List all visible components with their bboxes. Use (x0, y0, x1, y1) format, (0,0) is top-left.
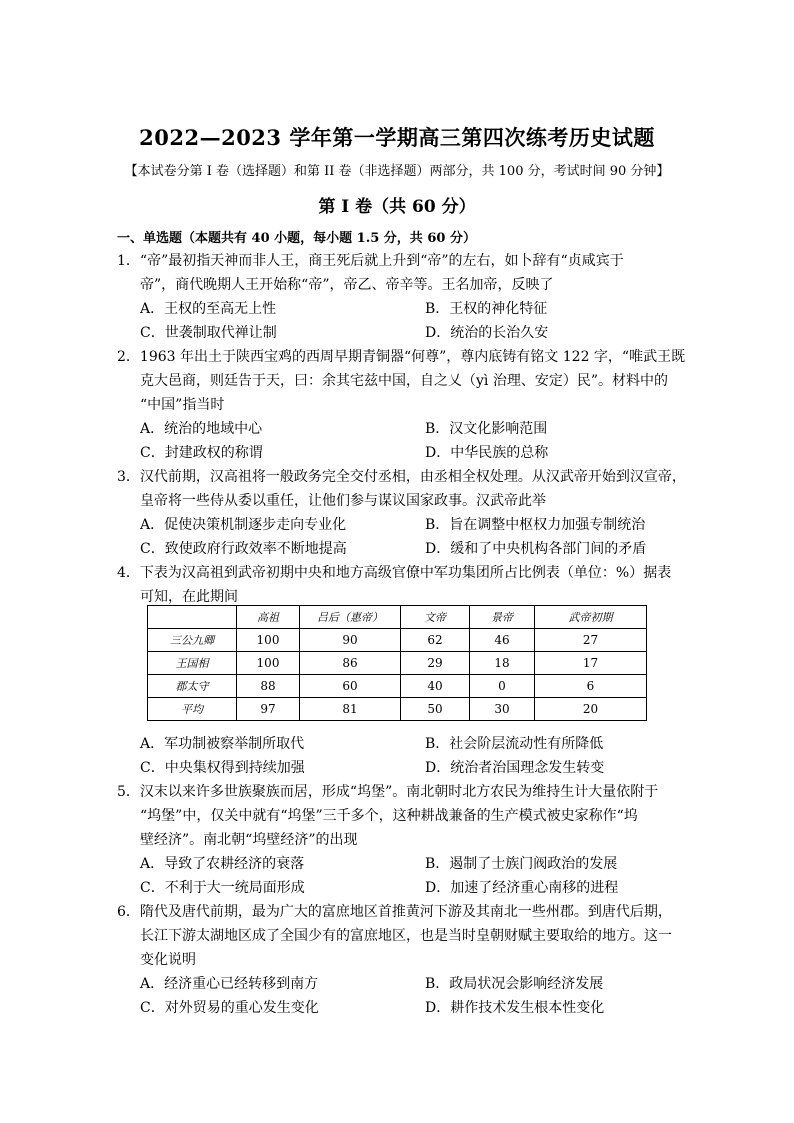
question-2-line-3: “中国”指当时 (140, 397, 225, 413)
question-2-option-b: B．汉文化影响范围 (425, 421, 548, 437)
question-4-option-a: A．军功制被察举制所取代 (140, 736, 305, 752)
question-5-option-d: D．加速了经济重心南移的进程 (425, 880, 619, 896)
question-1-option-d: D．统治的长治久安 (425, 325, 549, 341)
question-4-option-c: C．中央集权得到持续加强 (140, 760, 305, 776)
table-cell: 100 (237, 629, 300, 652)
volume-heading: 第 I 卷（共 60 分） (318, 197, 476, 217)
question-2-line-1: 2．1963 年出土于陕西宝鸡的西周早期青铜器“何尊”，尊内底铸有铭文 122 字，“唯武王既 (117, 349, 686, 365)
question-2-option-a: A．统治的地域中心 (140, 421, 263, 437)
table-cell: 三公九卿 (148, 629, 237, 652)
table-cell: 王国相 (148, 652, 237, 675)
question-5-line-3: 壁经济”。南北朝“坞壁经济”的出现 (140, 832, 358, 848)
military-merit-table (147, 605, 647, 721)
question-6-option-a: A．经济重心已经转移到南方 (140, 976, 319, 992)
question-1-line-2: 帝”，商代晚期人王开始称“帝”，帝乙、帝辛等。王名加帝，反映了 (140, 277, 554, 293)
question-5-option-b: B．遏制了士族门阀政治的发展 (425, 856, 618, 872)
table-cell: 62 (401, 629, 470, 652)
table-cell: 17 (535, 652, 647, 675)
table-header (148, 606, 237, 629)
table-header-row (148, 606, 647, 629)
question-1-option-a: A．王权的至高无上性 (140, 301, 277, 317)
question-6-option-b: B．政局状况会影响经济发展 (425, 976, 604, 992)
question-6-option-d: D．耕作技术发生根本性变化 (425, 1000, 605, 1016)
question-2-option-d: D．中华民族的总称 (425, 445, 549, 461)
table-cell: 29 (401, 652, 470, 675)
table-cell: 60 (300, 675, 401, 698)
question-3-option-a: A．促使决策机制逐步走向专业化 (140, 517, 347, 533)
question-3-option-d: D．缓和了中央机构各部门间的矛盾 (425, 541, 647, 557)
question-3-option-b: B．旨在调整中枢权力加强专制统治 (425, 517, 646, 533)
table-cell: 97 (237, 698, 300, 721)
table-header: 吕后（惠帝） (300, 606, 401, 629)
question-5-line-2: “坞堡”中，仅关中就有“坞堡”三千多个，这种耕战兼备的生产模式被史家称作“坞 (140, 808, 638, 824)
question-2-option-c: C．封建政权的称谓 (140, 445, 263, 461)
question-1-option-b: B．王权的神化特征 (425, 301, 548, 317)
table-cell: 88 (237, 675, 300, 698)
question-6-option-c: C．对外贸易的重心发生变化 (140, 1000, 319, 1016)
table-row (148, 652, 647, 675)
table-cell: 30 (470, 698, 535, 721)
table-header: 高祖 (237, 606, 300, 629)
question-3-option-c: C．致使政府行政效率不断地提高 (140, 541, 347, 557)
table-cell: 81 (300, 698, 401, 721)
table-cell: 6 (535, 675, 647, 698)
question-1-option-c: C．世袭制取代禅让制 (140, 325, 277, 341)
table-header: 武帝初期 (535, 606, 647, 629)
table-cell: 0 (470, 675, 535, 698)
table-cell: 100 (237, 652, 300, 675)
question-1-line-1: 1．“帝”最初指天神而非人王，商王死后就上升到“帝”的左右，如卜辞有“贞咸宾于 (117, 253, 624, 269)
question-2-line-2: 克大邑商，则廷告于天，曰：余其宅兹中国，自之乂（yì 治理、安定）民”。材料中的 (140, 373, 668, 389)
question-6-line-2: 长江下游太湖地区成了全国少有的富庶地区，也是当时皇朝财赋主要取给的地方。这一 (140, 928, 672, 944)
table-cell: 86 (300, 652, 401, 675)
question-4-option-b: B．社会阶层流动性有所降低 (425, 736, 604, 752)
question-6-line-1: 6．隋代及唐代前期，最为广大的富庶地区首推黄河下游及其南北一些州郡。到唐代后期， (117, 904, 672, 920)
exam-title: 2022—2023 学年第一学期高三第四次练考历史试题 (139, 125, 655, 150)
question-5-option-c: C．不利于大一统局面形成 (140, 880, 305, 896)
table-row (148, 629, 647, 652)
table-cell: 90 (300, 629, 401, 652)
question-4-line-2: 可知，在此期间 (140, 589, 238, 605)
table-row (148, 698, 647, 721)
exam-instructions: 【本试卷分第 I 卷（选择题）和第 II 卷（非选择题）两部分，共 100 分，考试时间 90 分钟】 (124, 164, 670, 179)
question-3-line-1: 3．汉代前期，汉高祖将一般政务完全交付丞相，由丞相全权处理。从汉武帝开始到汉宣帝， (117, 469, 686, 485)
section-heading: 一、单选题（本题共有 40 小题，每小题 1.5 分，共 60 分） (117, 231, 476, 246)
table-cell: 平均 (148, 698, 237, 721)
table-row (148, 675, 647, 698)
table-cell: 18 (470, 652, 535, 675)
table-cell: 46 (470, 629, 535, 652)
question-5-option-a: A．导致了农耕经济的衰落 (140, 856, 305, 872)
table-cell: 27 (535, 629, 647, 652)
question-5-line-1: 5．汉末以来许多世族聚族而居，形成“坞堡”。南北朝时北方农民为维持生计大量依附于 (117, 784, 659, 800)
table-cell: 郡太守 (148, 675, 237, 698)
table-header: 文帝 (401, 606, 470, 629)
question-3-line-2: 皇帝将一些侍从委以重任，让他们参与谋议国家政事。汉武帝此举 (140, 493, 546, 509)
question-6-line-3: 变化说明 (140, 952, 196, 968)
table-cell: 40 (401, 675, 470, 698)
table-cell: 20 (535, 698, 647, 721)
question-4-line-1: 4．下表为汉高祖到武帝初期中央和地方高级官僚中军功集团所占比例表（单位：%）据表 (117, 565, 672, 581)
question-4-option-d: D．统治者治国理念发生转变 (425, 760, 605, 776)
table-cell: 50 (401, 698, 470, 721)
table-header: 景帝 (470, 606, 535, 629)
